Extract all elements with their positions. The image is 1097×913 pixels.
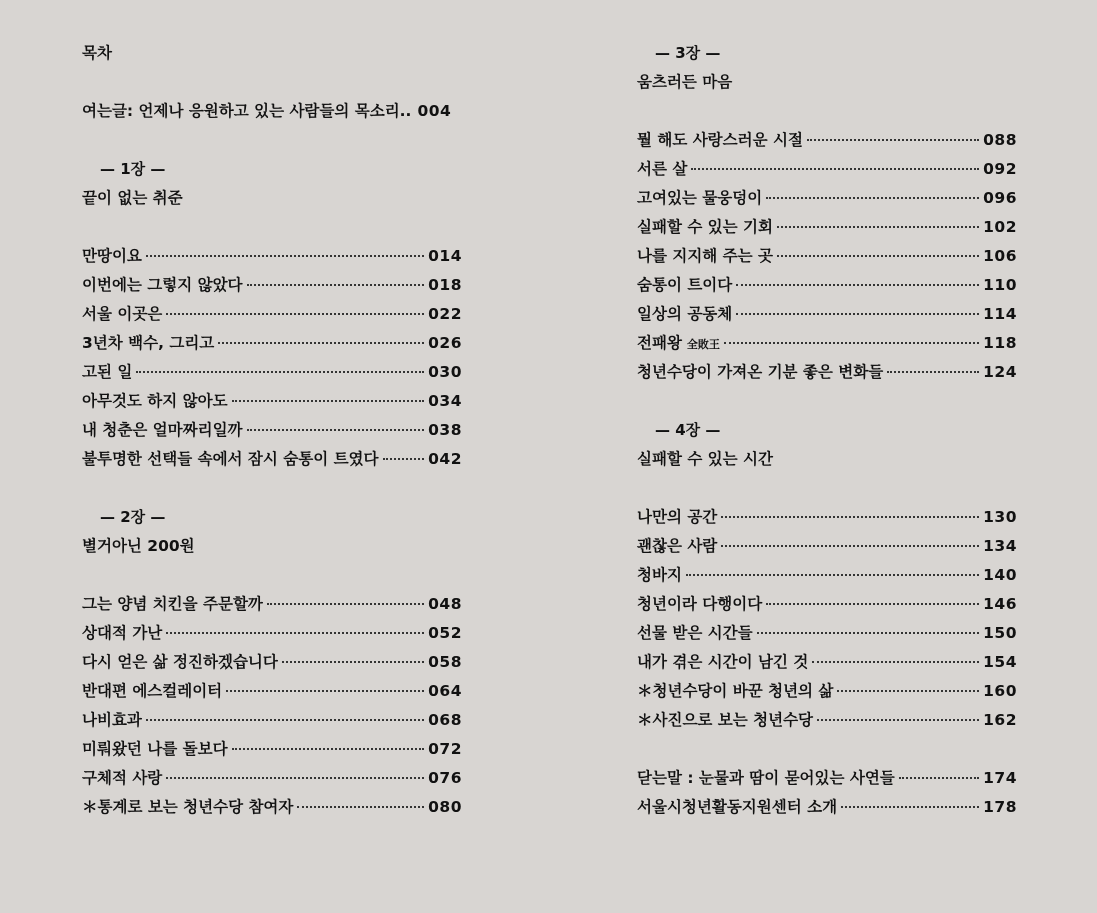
entry-page: 038 bbox=[428, 421, 462, 439]
entry-page: 160 bbox=[983, 682, 1017, 700]
dot-leader bbox=[686, 574, 979, 576]
entry-title: 고여있는 물웅덩이 bbox=[637, 189, 763, 207]
entry-page: 014 bbox=[428, 247, 462, 265]
entry-title: 불투명한 선택들 속에서 잠시 숨통이 트였다 bbox=[82, 450, 379, 468]
dot-leader bbox=[383, 458, 425, 460]
toc-entry[interactable] bbox=[637, 561, 1017, 590]
entry-title: 구체적 사랑 bbox=[82, 769, 163, 787]
entry-title: ＊청년수당이 바꾼 청년의 삶 bbox=[637, 682, 834, 700]
dot-leader bbox=[146, 255, 424, 257]
dot-leader bbox=[812, 661, 979, 663]
dot-leader bbox=[724, 342, 979, 344]
entry-title: 실패할 수 있는 기회 bbox=[637, 218, 773, 236]
toc-entry[interactable] bbox=[82, 619, 462, 648]
entry-page: 076 bbox=[428, 769, 462, 787]
entry-page: 118 bbox=[983, 334, 1017, 352]
entry-title: 전패왕 bbox=[637, 334, 682, 352]
entry-title: 뭘 해도 사랑스러운 시절 bbox=[637, 131, 803, 149]
toc-entry[interactable] bbox=[82, 648, 462, 677]
entry-page: 110 bbox=[983, 276, 1017, 294]
dot-leader bbox=[247, 429, 425, 431]
toc-entry[interactable] bbox=[82, 300, 462, 329]
toc-entry[interactable] bbox=[637, 358, 1017, 387]
entry-title: 괜찮은 사람 bbox=[637, 537, 718, 555]
dot-leader bbox=[267, 603, 424, 605]
toc-entry-intro[interactable] bbox=[82, 97, 462, 126]
chapter-title-1: 끝이 없는 취준 bbox=[82, 189, 183, 207]
dot-leader bbox=[721, 545, 979, 547]
dot-leader bbox=[232, 748, 425, 750]
entry-title: 3년차 백수, 그리고 bbox=[82, 334, 215, 352]
toc-entry-closing[interactable] bbox=[637, 764, 1017, 793]
entry-title: 선물 받은 시간들 bbox=[637, 624, 753, 642]
toc-title: 목차 bbox=[82, 44, 112, 62]
dot-leader bbox=[166, 632, 424, 634]
dot-leader bbox=[218, 342, 424, 344]
entry-page: 088 bbox=[983, 131, 1017, 149]
entry-page: 048 bbox=[428, 595, 462, 613]
entry-page: 058 bbox=[428, 653, 462, 671]
toc-entry[interactable] bbox=[637, 503, 1017, 532]
entry-title: 나비효과 bbox=[82, 711, 142, 729]
entry-page: 022 bbox=[428, 305, 462, 323]
entry-page: 096 bbox=[983, 189, 1017, 207]
entry-page: 042 bbox=[428, 450, 462, 468]
dot-leader bbox=[777, 255, 979, 257]
dot-leader bbox=[166, 313, 424, 315]
toc-entry[interactable] bbox=[637, 126, 1017, 155]
dot-leader bbox=[282, 661, 424, 663]
toc-entry[interactable] bbox=[637, 648, 1017, 677]
toc-entry[interactable] bbox=[637, 184, 1017, 213]
entry-title: 청년이라 다행이다 bbox=[637, 595, 763, 613]
dot-leader bbox=[736, 313, 979, 315]
entry-page: 162 bbox=[983, 711, 1017, 729]
toc-entry[interactable] bbox=[637, 590, 1017, 619]
entry-title: 나를 지지해 주는 곳 bbox=[637, 247, 773, 265]
toc-entry[interactable] bbox=[82, 358, 462, 387]
toc-entry[interactable] bbox=[637, 329, 1017, 358]
dot-leader bbox=[899, 777, 979, 779]
toc-entry[interactable] bbox=[637, 155, 1017, 184]
toc-entry[interactable] bbox=[637, 213, 1017, 242]
entry-title: 내 청춘은 얼마짜리일까 bbox=[82, 421, 243, 439]
entry-page: 092 bbox=[983, 160, 1017, 178]
toc-entry[interactable] bbox=[82, 445, 462, 474]
entry-page: 102 bbox=[983, 218, 1017, 236]
toc-entry[interactable] bbox=[82, 242, 462, 271]
dot-leader bbox=[736, 284, 979, 286]
entry-page: 026 bbox=[428, 334, 462, 352]
entry-title: 반대편 에스컬레이터 bbox=[82, 682, 223, 700]
entry-title: ＊사진으로 보는 청년수당 bbox=[637, 711, 814, 729]
chapter-number-2: — 2장 — bbox=[100, 508, 166, 526]
entry-title: 숨통이 트이다 bbox=[637, 276, 733, 294]
entry-title: 상대적 가난 bbox=[82, 624, 163, 642]
entry-page: 072 bbox=[428, 740, 462, 758]
entry-title: 서울시청년활동지원센터 소개 bbox=[637, 798, 838, 816]
entry-title: 아무것도 하지 않아도 bbox=[82, 392, 228, 410]
entry-page: 034 bbox=[428, 392, 462, 410]
entry-title: 청년수당이 가져온 기분 좋은 변화들 bbox=[637, 363, 884, 381]
toc-entry[interactable] bbox=[637, 300, 1017, 329]
dot-leader bbox=[766, 197, 979, 199]
dot-leader bbox=[247, 284, 425, 286]
toc-entry[interactable] bbox=[82, 590, 462, 619]
toc-entry[interactable] bbox=[637, 619, 1017, 648]
entry-page: 154 bbox=[983, 653, 1017, 671]
toc-entry[interactable] bbox=[637, 271, 1017, 300]
dot-leader bbox=[721, 516, 979, 518]
dot-leader bbox=[226, 690, 424, 692]
entry-page: 174 bbox=[983, 769, 1017, 787]
entry-title: 그는 양념 치킨을 주문할까 bbox=[82, 595, 263, 613]
toc-entry-center-intro[interactable] bbox=[637, 793, 1017, 822]
chapter-number-3: — 3장 — bbox=[655, 44, 721, 62]
dot-leader bbox=[166, 777, 424, 779]
entry-page: 140 bbox=[983, 566, 1017, 584]
toc-entry[interactable] bbox=[637, 242, 1017, 271]
entry-page: 064 bbox=[428, 682, 462, 700]
entry-page: 004 bbox=[417, 102, 452, 120]
dot-leader bbox=[837, 690, 979, 692]
toc-entry[interactable] bbox=[82, 416, 462, 445]
entry-title: 이번에는 그렇지 않았다 bbox=[82, 276, 243, 294]
chapter-title-3: 움츠러든 마음 bbox=[637, 73, 733, 91]
entry-title: 일상의 공동체 bbox=[637, 305, 733, 323]
entry-page: 052 bbox=[428, 624, 462, 642]
entry-page: 134 bbox=[983, 537, 1017, 555]
toc-entry[interactable] bbox=[82, 706, 462, 735]
entry-title: 미뤄왔던 나를 돌보다 bbox=[82, 740, 228, 758]
toc-entry[interactable] bbox=[82, 735, 462, 764]
entry-title: 서른 살 bbox=[637, 160, 688, 178]
entry-page: 068 bbox=[428, 711, 462, 729]
entry-title: 닫는말 : 눈물과 땀이 묻어있는 사연들 bbox=[637, 769, 895, 787]
toc-entry[interactable] bbox=[82, 387, 462, 416]
dot-leader bbox=[297, 806, 424, 808]
toc-entry[interactable] bbox=[82, 329, 462, 358]
toc-entry[interactable] bbox=[82, 793, 462, 822]
toc-entry[interactable] bbox=[637, 532, 1017, 561]
entry-page: 114 bbox=[983, 305, 1017, 323]
dot-leader bbox=[757, 632, 980, 634]
dot-leader bbox=[136, 371, 424, 373]
chapter-title-2: 별거아닌 200원 bbox=[82, 537, 195, 555]
toc-entry[interactable] bbox=[82, 764, 462, 793]
entry-title: ＊통계로 보는 청년수당 참여자 bbox=[82, 798, 294, 816]
hanja-note: 全敗王 bbox=[686, 338, 720, 351]
entry-title: 서울 이곳은 bbox=[82, 305, 163, 323]
dot-leader bbox=[766, 603, 979, 605]
chapter-title-4: 실패할 수 있는 시간 bbox=[637, 450, 773, 468]
toc-entry[interactable] bbox=[637, 706, 1017, 735]
entry-page: 178 bbox=[983, 798, 1017, 816]
entry-page: 150 bbox=[983, 624, 1017, 642]
entry-page: 080 bbox=[428, 798, 462, 816]
entry-page: 124 bbox=[983, 363, 1017, 381]
toc-entry[interactable] bbox=[82, 271, 462, 300]
chapter-number-4: — 4장 — bbox=[655, 421, 721, 439]
toc-entry[interactable] bbox=[82, 677, 462, 706]
dot-leader bbox=[232, 400, 425, 402]
entry-title: 내가 겪은 시간이 남긴 것 bbox=[637, 653, 809, 671]
entry-page: 106 bbox=[983, 247, 1017, 265]
entry-page: 018 bbox=[428, 276, 462, 294]
entry-title: 고된 일 bbox=[82, 363, 133, 381]
toc-entry[interactable] bbox=[637, 677, 1017, 706]
entry-title: 여는글: 언제나 응원하고 있는 사람들의 목소리.. bbox=[82, 102, 412, 120]
entry-page: 130 bbox=[983, 508, 1017, 526]
dot-leader bbox=[146, 719, 424, 721]
dot-leader bbox=[887, 371, 979, 373]
chapter-number-1: — 1장 — bbox=[100, 160, 166, 178]
dot-leader bbox=[691, 168, 979, 170]
dot-leader bbox=[777, 226, 979, 228]
entry-title: 청바지 bbox=[637, 566, 682, 584]
entry-page: 146 bbox=[983, 595, 1017, 613]
dot-leader bbox=[841, 806, 979, 808]
entry-title: 만땅이요 bbox=[82, 247, 142, 265]
entry-title: 나만의 공간 bbox=[637, 508, 718, 526]
entry-page: 030 bbox=[428, 363, 462, 381]
dot-leader bbox=[817, 719, 979, 721]
entry-title: 다시 얻은 삶 정진하겠습니다 bbox=[82, 653, 278, 671]
dot-leader bbox=[807, 139, 979, 141]
